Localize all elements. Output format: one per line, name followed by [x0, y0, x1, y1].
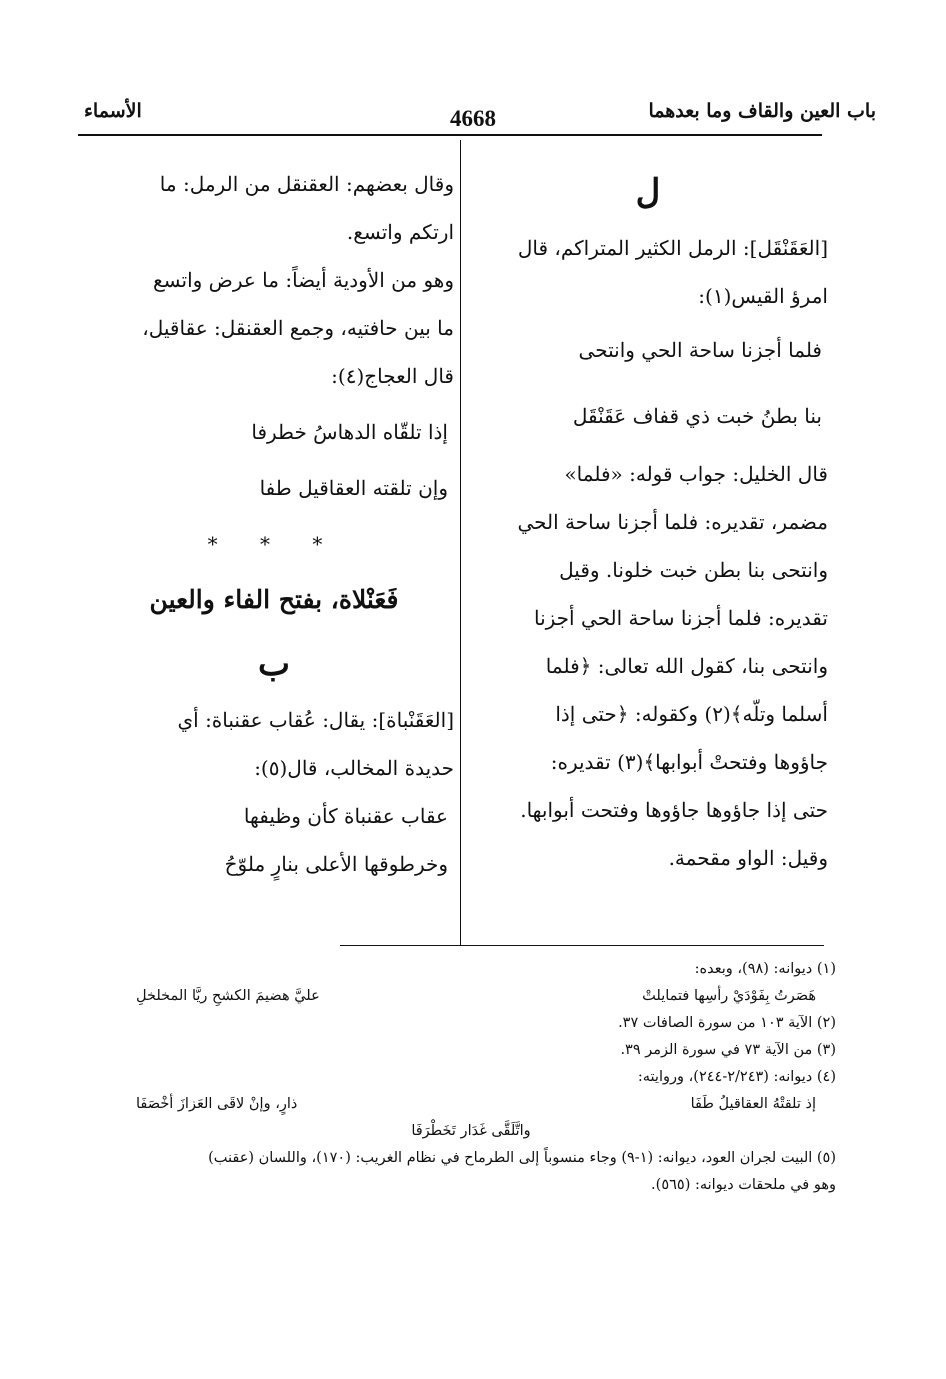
entry-line-11: وقيل: الواو مقحمة.	[668, 846, 828, 870]
entry-line-6: تقديره: فلما أجزنا ساحة الحي أجزنا	[533, 606, 828, 630]
entry-line-10: حتى إذا جاؤوها جاؤوها وفتحت أبوابها.	[520, 798, 828, 822]
verse-line-a2: وإن تلقته العقاقيل طفا	[259, 476, 448, 500]
running-head-left: الأسماء	[84, 100, 142, 122]
footnotes	[106, 956, 836, 1199]
footnote-1-hemistich-2: عليَّ هضيمَ الكشحِ ريَّا المخلخلِ	[136, 988, 320, 1004]
verse-line-a1: إذا تلقّاه الدهاسُ خطرفا	[251, 420, 448, 444]
footnote-4-verse	[106, 1091, 836, 1118]
header-rule	[78, 134, 822, 136]
footnote-1-hemistich-1: هَصَرتُ بِفَوْدَيْ رأسِها فتمايلتْ	[642, 988, 816, 1004]
verse-line-2: بنا بطنُ خبت ذي قفاف عَقَنْقَل	[572, 404, 822, 428]
footnote-rule	[340, 945, 824, 946]
footnote-5-continued: وهو في ملحقات ديوانه: (٥٦٥).	[651, 1177, 836, 1193]
entry-line-1: [العَقَنْقَل]: الرمل الكثير المتراكم، قال	[517, 236, 828, 260]
section-separator-stars: * * *	[207, 532, 341, 556]
entry-line-3: قال الخليل: جواب قوله: «فلما»	[564, 462, 828, 486]
verse-line-b1: عقاب عقنباة كأن وظيفها	[243, 804, 448, 828]
entry-line-a5: قال العجاج(٤):	[331, 364, 454, 388]
entry-line-a1: وقال بعضهم: العقنقل من الرمل: ما	[159, 172, 454, 196]
footnote-3: (٣) من الآية ٧٣ في سورة الزمر ٣٩.	[620, 1042, 836, 1058]
footnote-2: (٢) الآية ١٠٣ من سورة الصافات ٣٧.	[618, 1015, 836, 1031]
footnote-4-hemistich-1: إذ تلقتْهُ العقاقيلُ طَفَا	[690, 1096, 816, 1112]
running-head-right: باب العين والقاف وما بعدهما	[648, 100, 876, 122]
footnote-4-hemistich-2: ذارٍ، وإنْ لاقَى العَزازَ أخْصَفَا	[136, 1096, 298, 1112]
entry-line-8: أسلما وتلّه﴾(٢) وكقوله: ﴿حتى إذا	[555, 702, 828, 726]
section-letter-lam: ل	[635, 172, 661, 212]
entry-line-5: وانتحى بنا بطن خبت خلونا. وقيل	[559, 558, 828, 582]
entry-line-a3: وهو من الأودية أيضاً: ما عرض واتسع	[153, 268, 454, 292]
column-divider	[460, 140, 461, 946]
section-title: فَعَنْلاة، بفتح الفاء والعين	[149, 585, 399, 614]
left-column	[94, 160, 454, 888]
entry-line-4: مضمر، تقديره: فلما أجزنا ساحة الحي	[517, 510, 828, 534]
footnote-4-verse-2: واتَّلَقَّى غَدَار تَخَطْرَفَا	[411, 1123, 531, 1139]
verse-line-b2: وخرطوقها الأعلى بنارٍ ملوّحُ	[224, 852, 448, 876]
entry-line-a4: ما بين حافتيه، وجمع العقنقل: عقاقيل،	[142, 316, 454, 340]
verse-line-1: فلما أجزنا ساحة الحي وانتحى	[578, 338, 822, 362]
footnote-5: (٥) البيت لجران العود، ديوانه: (١-٩) وجاء منسوباً إلى الطرماح في نظام الغريب: (١٧٠)، واللسان (عقنب)	[208, 1150, 836, 1166]
entry-line-2: امرؤ القيس(١):	[698, 284, 828, 308]
right-column	[468, 160, 828, 882]
entry-line-b1: [العَقَنْباة]: يقال: عُقاب عقنباة: أي	[177, 708, 454, 732]
entry-line-b2: حديدة المخالب، قال(٥):	[254, 756, 454, 780]
footnote-1: (١) ديوانه: (٩٨)، وبعده:	[694, 961, 836, 977]
page-number: 4668	[450, 106, 496, 131]
entry-line-7: وانتحى بنا، كقول الله تعالى: ﴿فلما	[545, 654, 828, 678]
footnote-1-verse	[106, 983, 836, 1010]
entry-line-a2: ارتكم واتسع.	[346, 220, 454, 244]
entry-line-9: جاؤوها وفتحتْ أبوابها﴾(٣) تقديره:	[550, 750, 828, 774]
section-letter-ba: ب	[257, 644, 290, 684]
footnote-4: (٤) ديوانه: (٢/٢٤٣-٢٤٤)، وروايته:	[637, 1069, 836, 1085]
